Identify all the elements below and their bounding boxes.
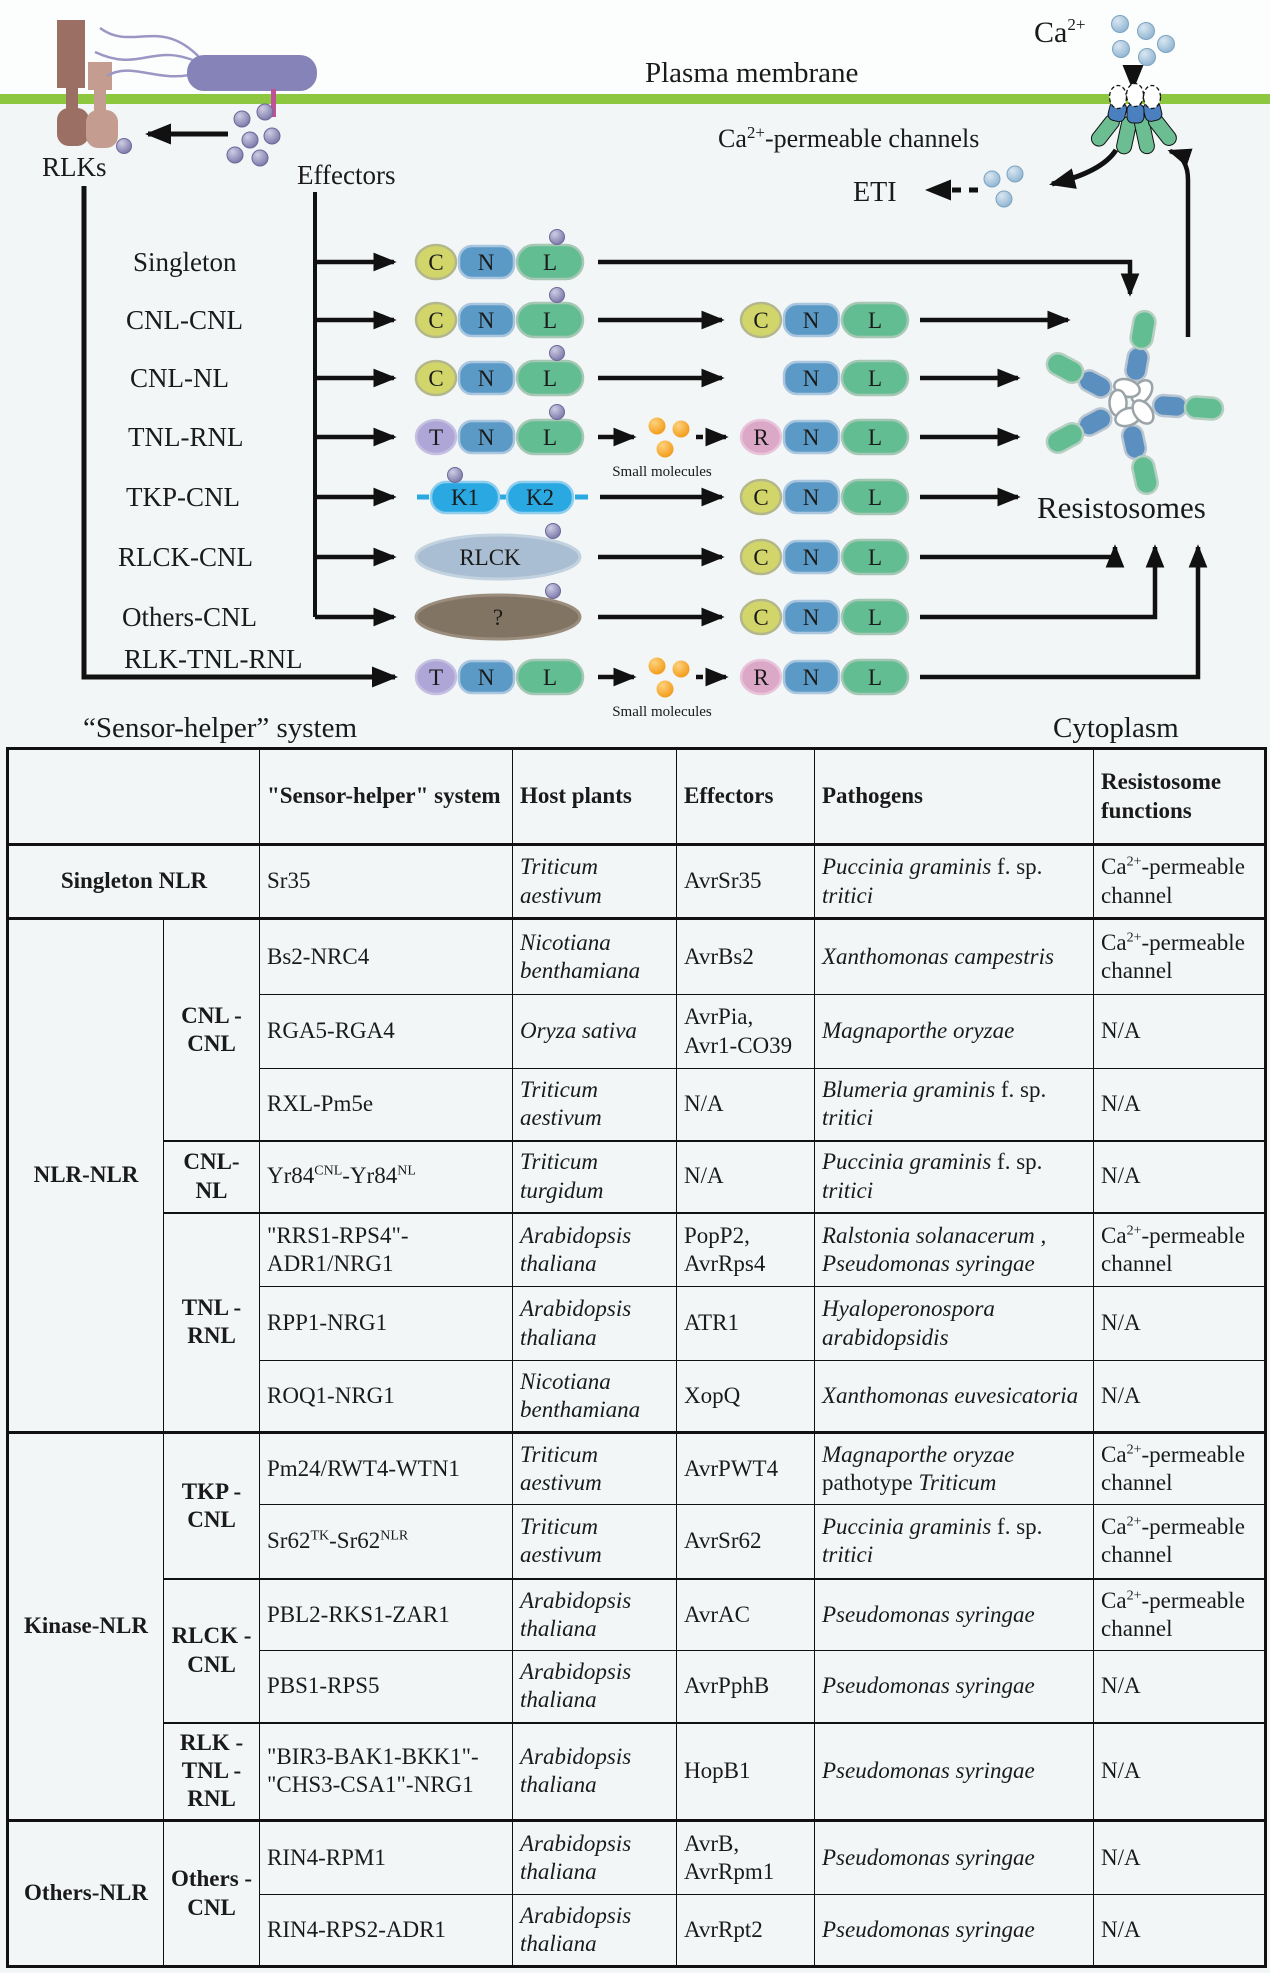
svg-text:N: N xyxy=(802,545,820,570)
svg-text:C: C xyxy=(428,250,444,275)
svg-text:N: N xyxy=(802,485,820,510)
svg-text:N: N xyxy=(802,308,820,333)
host-cell: Oryza sativa xyxy=(513,995,677,1069)
function-cell: $Ca^{2+}$-permeable channel xyxy=(1094,1505,1266,1579)
function-cell: $Ca^{2+}$-permeable channel xyxy=(1094,845,1266,919)
signaling-diagram xyxy=(0,0,1270,747)
svg-text:T: T xyxy=(428,665,444,690)
svg-text:T: T xyxy=(428,425,444,450)
effector-cell: AvrB, AvrRpm1 xyxy=(677,1821,815,1895)
effector-dot xyxy=(550,230,565,245)
pathogen-cell: Pseudomonas syringae xyxy=(815,1579,1094,1651)
effectors-label: Effectors xyxy=(297,160,396,190)
function-cell: N/A xyxy=(1094,1821,1266,1895)
header-functions: Resistosome functions xyxy=(1094,749,1266,845)
pathogen-cell: Xanthomonas euvesicatoria xyxy=(815,1361,1094,1433)
host-cell: Arabidopsis thaliana xyxy=(513,1821,677,1895)
effector-cell: AvrRpt2 xyxy=(677,1895,815,1967)
pathogen-cell: Xanthomonas campestris xyxy=(815,919,1094,995)
host-cell: Triticum turgidum xyxy=(513,1141,677,1213)
subgroup-cell: CNL- NL xyxy=(164,1141,260,1213)
nlr-module-rlck xyxy=(416,524,580,580)
svg-text:R: R xyxy=(753,665,769,690)
sensor-helper-table xyxy=(6,747,1267,1968)
pathogen-cell: Pseudomonas syringae xyxy=(815,1651,1094,1723)
host-cell: Arabidopsis thaliana xyxy=(513,1579,677,1651)
small-molecules-icon xyxy=(649,418,690,458)
nlr-module-cnl xyxy=(416,230,583,280)
function-cell: $Ca^{2+}$-permeable channel xyxy=(1094,1213,1266,1287)
function-cell: N/A xyxy=(1094,1069,1266,1141)
eti-calcium-dots-icon xyxy=(984,166,1023,207)
singleton-to-resistosome-arrow xyxy=(598,262,1130,294)
svg-text:L: L xyxy=(542,425,558,450)
plasma-membrane-label: Plasma membrane xyxy=(645,57,859,89)
sensor-cell: $Yr84^{CNL}-Yr84^{NL}$ xyxy=(260,1141,513,1213)
nlr-module-cnl xyxy=(416,288,583,338)
effector-cell: AvrPWT4 xyxy=(677,1433,815,1505)
svg-text:C: C xyxy=(753,485,769,510)
row-label-cnl-nl: CNL-NL xyxy=(130,363,229,393)
subgroup-cell: Others -CNL xyxy=(164,1821,260,1967)
svg-text:C: C xyxy=(753,545,769,570)
host-cell: Triticum aestivum xyxy=(513,845,677,919)
table-row xyxy=(8,1821,1266,1895)
svg-text:N: N xyxy=(802,425,820,450)
resistosome-to-channel-arrow xyxy=(1170,151,1188,337)
table-row xyxy=(8,1723,1266,1821)
svg-text:K1: K1 xyxy=(450,485,480,510)
sensor-cell: RIN4-RPM1 xyxy=(260,1821,513,1895)
sensor-cell: PBL2-RKS1-ZAR1 xyxy=(260,1579,513,1651)
host-cell: Triticum aestivum xyxy=(513,1505,677,1579)
header-effectors: Effectors xyxy=(677,749,815,845)
resistosomes-label: Resistosomes xyxy=(1037,490,1206,525)
pathogen-cell: Puccinia graminis f. sp. tritici xyxy=(815,845,1094,919)
group-cell: Others-NLR xyxy=(8,1821,164,1967)
row-label-rlk-tnl-rnl: RLK-TNL-RNL xyxy=(124,644,303,674)
svg-text:R: R xyxy=(753,425,769,450)
subgroup-cell: RLK -TNL -RNL xyxy=(164,1723,260,1821)
host-cell: Nicotiana benthamiana xyxy=(513,1361,677,1433)
sensor-cell: "RRS1-RPS4"-ADR1/NRG1 xyxy=(260,1213,513,1287)
effector-cell: XopQ xyxy=(677,1361,815,1433)
pathogen-cell: Magnaporthe oryzae xyxy=(815,995,1094,1069)
arrow xyxy=(920,547,1115,557)
table-row xyxy=(8,1213,1266,1287)
resistosome-icon xyxy=(1043,309,1224,495)
table-row xyxy=(8,919,1266,995)
svg-text:N: N xyxy=(477,308,495,333)
svg-text:C: C xyxy=(428,366,444,391)
summary-table-wrap xyxy=(6,747,1264,1968)
helper-module-nl xyxy=(784,361,908,395)
function-cell: $Ca^{2+}$-permeable channel xyxy=(1094,1433,1266,1505)
host-cell: Triticum aestivum xyxy=(513,1433,677,1505)
svg-text:K2: K2 xyxy=(525,485,555,510)
table-header-row xyxy=(8,749,1266,845)
small-molecules-label: Small molecules xyxy=(612,704,712,720)
host-cell: Arabidopsis thaliana xyxy=(513,1651,677,1723)
svg-text:N: N xyxy=(802,665,820,690)
nlr-module-tnl xyxy=(416,405,583,455)
effector-dot xyxy=(546,584,561,599)
subgroup-cell: RLCK -CNL xyxy=(164,1579,260,1723)
sensor-cell: RPP1-NRG1 xyxy=(260,1287,513,1361)
nlr-module-cnl xyxy=(416,346,583,396)
group-cell: Singleton NLR xyxy=(8,845,260,919)
effector-dot xyxy=(546,524,561,539)
row-label-others-cnl: Others-CNL xyxy=(122,602,257,632)
host-cell: Nicotiana benthamiana xyxy=(513,919,677,995)
row-label-singleton: Singleton xyxy=(133,247,237,277)
small-molecules-label: Small molecules xyxy=(612,464,712,480)
svg-text:L: L xyxy=(542,308,558,333)
header-sensor: "Sensor-helper" system xyxy=(260,749,513,845)
host-cell: Arabidopsis thaliana xyxy=(513,1723,677,1821)
header-group xyxy=(8,749,260,845)
function-cell: N/A xyxy=(1094,995,1266,1069)
effector-cell: HopB1 xyxy=(677,1723,815,1821)
pathogen-cell: Hyaloperonospora arabidopsidis xyxy=(815,1287,1094,1361)
effector-cell: PopP2, AvrRps4 xyxy=(677,1213,815,1287)
pathogen-cell: Pseudomonas syringae xyxy=(815,1895,1094,1967)
ca-channels-label: $Ca^{2+}$-permeable channels xyxy=(718,123,980,153)
effector-cell: AvrSr62 xyxy=(677,1505,815,1579)
effector-dot xyxy=(550,288,565,303)
function-cell: N/A xyxy=(1094,1895,1266,1967)
row-label-rlck-cnl: RLCK-CNL xyxy=(118,542,253,572)
function-cell: $Ca^{2+}$-permeable channel xyxy=(1094,919,1266,995)
subgroup-cell: CNL -CNL xyxy=(164,919,260,1141)
effector-cell: AvrSr35 xyxy=(677,845,815,919)
effector-cell: AvrAC xyxy=(677,1579,815,1651)
effector-dot xyxy=(550,346,565,361)
function-cell: N/A xyxy=(1094,1141,1266,1213)
sensor-cell: RGA5-RGA4 xyxy=(260,995,513,1069)
helper-module-cnl xyxy=(741,600,908,634)
svg-text:RLCK: RLCK xyxy=(459,545,521,570)
table-row xyxy=(8,845,1266,919)
svg-text:L: L xyxy=(542,665,558,690)
svg-text:N: N xyxy=(477,366,495,391)
cytoplasm-label: Cytoplasm xyxy=(1053,712,1179,744)
svg-text:L: L xyxy=(867,665,883,690)
effector-cell: N/A xyxy=(677,1141,815,1213)
pathogen-cell: Pseudomonas syringae xyxy=(815,1723,1094,1821)
svg-text:C: C xyxy=(753,308,769,333)
function-cell: N/A xyxy=(1094,1651,1266,1723)
svg-text:L: L xyxy=(867,545,883,570)
svg-text:L: L xyxy=(542,250,558,275)
host-cell: Triticum aestivum xyxy=(513,1069,677,1141)
effector-cell: N/A xyxy=(677,1069,815,1141)
sensor-cell: $Sr62^{TK}-Sr62^{NLR}$ xyxy=(260,1505,513,1579)
effector-cell: ATR1 xyxy=(677,1287,815,1361)
helper-module-cnl xyxy=(741,303,908,337)
row-label-tkp-cnl: TKP-CNL xyxy=(126,482,240,512)
effector-cell: AvrPphB xyxy=(677,1651,815,1723)
svg-text:L: L xyxy=(542,366,558,391)
nlr-module-tnl xyxy=(416,660,583,694)
helper-module-rnl xyxy=(741,660,908,694)
sensor-cell: ROQ1-NRG1 xyxy=(260,1361,513,1433)
sensor-cell: Bs2-NRC4 xyxy=(260,919,513,995)
header-pathogens: Pathogens xyxy=(815,749,1094,845)
group-cell: Kinase-NLR xyxy=(8,1433,164,1821)
sensor-cell: RXL-Pm5e xyxy=(260,1069,513,1141)
effector-dot xyxy=(550,405,565,420)
svg-text:L: L xyxy=(867,605,883,630)
function-cell: N/A xyxy=(1094,1723,1266,1821)
header-host: Host plants xyxy=(513,749,677,845)
table-row xyxy=(8,1141,1266,1213)
effector-dot xyxy=(448,468,463,483)
svg-text:N: N xyxy=(802,366,820,391)
svg-text:L: L xyxy=(867,366,883,391)
sensor-cell: Sr35 xyxy=(260,845,513,919)
small-molecules-icon xyxy=(649,658,690,698)
subgroup-cell: TNL -RNL xyxy=(164,1213,260,1433)
host-cell: Arabidopsis thaliana xyxy=(513,1213,677,1287)
eti-label: ETI xyxy=(853,177,897,208)
nlr-module-others xyxy=(416,584,580,640)
svg-text:N: N xyxy=(802,605,820,630)
table-row xyxy=(8,1579,1266,1651)
channel-efflux-arrow xyxy=(1052,150,1116,184)
table-row xyxy=(8,1433,1266,1505)
pathogen-cell: Ralstonia solanacerum , Pseudomonas syringae xyxy=(815,1213,1094,1287)
rlks-label: RLKs xyxy=(42,152,107,182)
effector-cell: AvrBs2 xyxy=(677,919,815,995)
sensor-cell: "BIR3-BAK1-BKK1"-"CHS3-CSA1"-NRG1 xyxy=(260,1723,513,1821)
group-cell: NLR-NLR xyxy=(8,919,164,1433)
host-cell: Arabidopsis thaliana xyxy=(513,1287,677,1361)
row-label-tnl-rnl: TNL-RNL xyxy=(128,422,244,452)
effector-dots-icon xyxy=(227,104,280,166)
ca-label: $Ca^{2+}$ xyxy=(1034,15,1086,49)
nlr-module-tkp xyxy=(417,468,588,514)
svg-text:L: L xyxy=(867,308,883,333)
function-cell: N/A xyxy=(1094,1287,1266,1361)
pathogen-cell: Magnaporthe oryzae pathotype Triticum xyxy=(815,1433,1094,1505)
function-cell: $Ca^{2+}$-permeable channel xyxy=(1094,1579,1266,1651)
helper-module-cnl xyxy=(741,540,908,574)
pathogen-cell: Puccinia graminis f. sp. tritici xyxy=(815,1505,1094,1579)
svg-text:C: C xyxy=(753,605,769,630)
svg-text:C: C xyxy=(428,308,444,333)
host-cell: Arabidopsis thaliana xyxy=(513,1895,677,1967)
svg-text:L: L xyxy=(867,485,883,510)
svg-text:L: L xyxy=(867,425,883,450)
svg-text:N: N xyxy=(477,425,495,450)
sensor-cell: Pm24/RWT4-WTN1 xyxy=(260,1433,513,1505)
svg-text:N: N xyxy=(477,665,495,690)
svg-text:N: N xyxy=(477,250,495,275)
sensor-cell: PBS1-RPS5 xyxy=(260,1651,513,1723)
plasma-membrane-bar xyxy=(0,94,1270,104)
sensor-cell: RIN4-RPS2-ADR1 xyxy=(260,1895,513,1967)
helper-module-rnl xyxy=(741,420,908,454)
pathogen-cell: Blumeria graminis f. sp. tritici xyxy=(815,1069,1094,1141)
svg-text:?: ? xyxy=(492,605,504,630)
sensor-helper-system-label: “Sensor-helper” system xyxy=(83,712,358,744)
row-label-cnl-cnl: CNL-CNL xyxy=(126,305,243,335)
bound-effector-dot xyxy=(117,139,132,154)
pathogen-cell: Puccinia graminis f. sp. tritici xyxy=(815,1141,1094,1213)
function-cell: N/A xyxy=(1094,1361,1266,1433)
subgroup-cell: TKP -CNL xyxy=(164,1433,260,1579)
pathogen-cell: Pseudomonas syringae xyxy=(815,1821,1094,1895)
helper-module-cnl xyxy=(741,480,908,514)
effector-cell: AvrPia, Avr1-CO39 xyxy=(677,995,815,1069)
